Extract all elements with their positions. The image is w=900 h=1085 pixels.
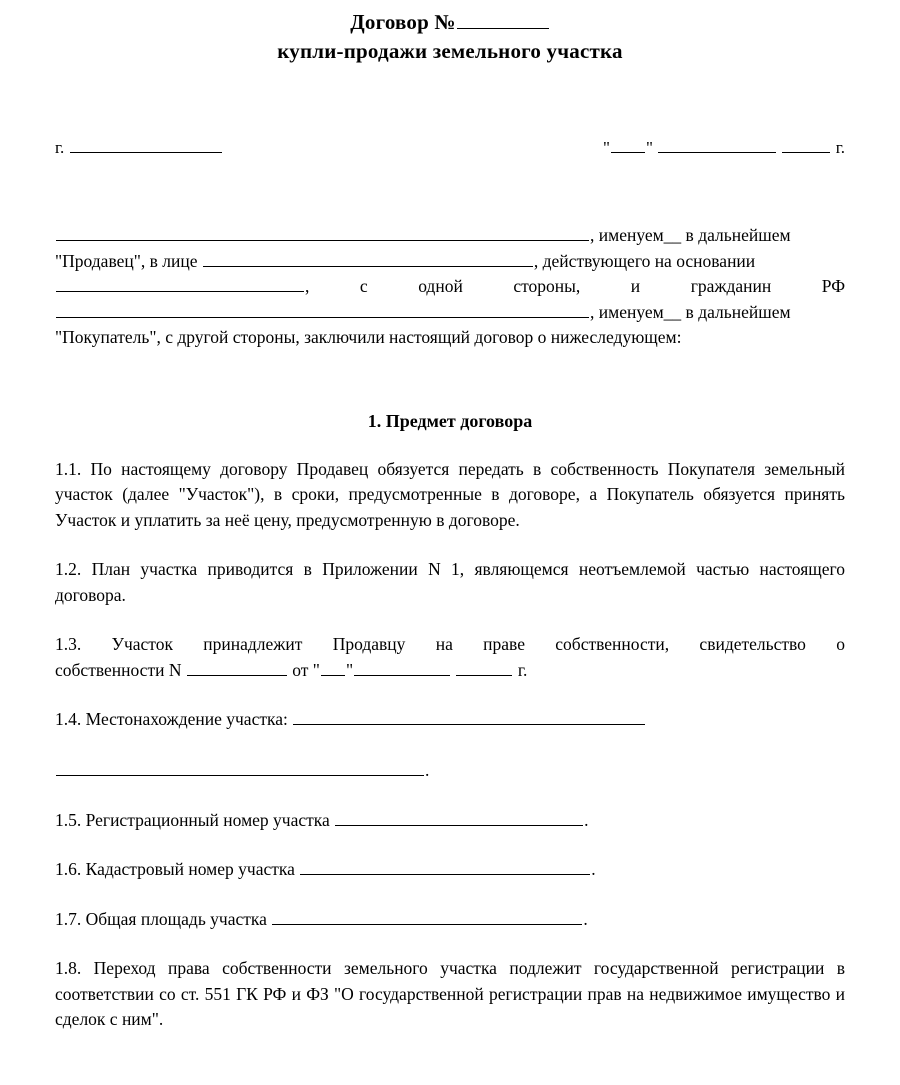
parties-line-buyer-name bbox=[55, 300, 845, 326]
header-city-date-row bbox=[55, 136, 845, 160]
date-quote-open: " bbox=[603, 138, 610, 158]
buyer-name-tail: , именуем__ в дальнейшем bbox=[590, 301, 791, 322]
city-label: г. bbox=[55, 138, 65, 158]
city-blank bbox=[70, 136, 222, 153]
date-year-suffix: г. bbox=[835, 138, 845, 158]
registration-number-period: . bbox=[584, 809, 589, 830]
certificate-ot: от bbox=[292, 659, 309, 680]
clause-1-4-line-1 bbox=[55, 707, 845, 733]
date-year-blank bbox=[782, 136, 830, 153]
location-blank-1 bbox=[293, 708, 645, 726]
basis-word-3: и bbox=[630, 276, 641, 297]
parties-line-seller-name bbox=[55, 223, 845, 249]
certificate-label: собственности N bbox=[55, 659, 182, 680]
clause-1-1: 1.1. По настоящему договору Продавец обязуется передать в собственность Покупателя земельный участок (далее "Участок"), в сроки, предусмотренные в договоре, а Покупатель обязуется принять Участок и уплатить за неё цену, предусмотренную в договоре. bbox=[55, 458, 845, 530]
clause-1-8: 1.8. Переход права собственности земельного участка подлежит государственной регистрации в соответствии со ст. 551 ГК РФ и ФЗ "О государственной регистрации прав на недвижимое имущество и сделок с ним". bbox=[55, 958, 845, 1030]
certificate-number-blank bbox=[187, 658, 287, 676]
title-line-subject: купли-продажи земельного участка bbox=[277, 39, 623, 63]
certificate-day-blank bbox=[321, 658, 345, 676]
parties-line-seller-representative bbox=[55, 249, 845, 275]
certificate-quote-open: " bbox=[312, 659, 320, 680]
total-area-label: 1.7. Общая площадь участка bbox=[55, 908, 267, 929]
clause-1-4 bbox=[55, 707, 845, 784]
certificate-month-blank bbox=[354, 658, 450, 676]
cadastral-number-label: 1.6. Кадастровый номер участка bbox=[55, 859, 295, 880]
seller-representative-tail: , действующего на основании bbox=[533, 250, 756, 271]
parties-line-closing: "Покупатель", с другой стороны, заключили настоящий договор о нижеследующем: bbox=[55, 327, 682, 348]
certificate-quote-close: " bbox=[345, 659, 354, 680]
cadastral-number-blank bbox=[300, 858, 590, 876]
clause-1-7 bbox=[55, 907, 845, 933]
city-field bbox=[55, 136, 223, 160]
basis-word-4: гражданин bbox=[690, 276, 772, 297]
registration-number-label: 1.5. Регистрационный номер участка bbox=[55, 809, 330, 830]
seller-name-tail: , именуем__ в дальнейшем bbox=[590, 225, 791, 246]
clause-1-5 bbox=[55, 808, 845, 834]
clause-1-3 bbox=[55, 632, 845, 683]
basis-word-1: одной bbox=[418, 276, 463, 297]
parties-line-basis bbox=[55, 274, 845, 300]
clause-1-3-line-2 bbox=[55, 658, 845, 684]
basis-word-2: стороны, bbox=[513, 276, 581, 297]
date-field bbox=[603, 136, 845, 160]
date-month-blank bbox=[658, 136, 776, 153]
seller-label: "Продавец", в лице bbox=[55, 250, 198, 271]
date-quote-close: " bbox=[645, 138, 653, 158]
clause-1-5-line bbox=[55, 808, 845, 834]
total-area-period: . bbox=[583, 908, 588, 929]
certificate-year-blank bbox=[456, 658, 512, 676]
parties-block bbox=[55, 223, 845, 351]
contract-number-blank bbox=[457, 8, 549, 29]
basis-word-0: с bbox=[359, 276, 368, 297]
location-blank-2 bbox=[56, 759, 424, 777]
seller-basis-blank bbox=[56, 275, 304, 293]
clause-1-4-spacer bbox=[55, 733, 845, 759]
clause-1-2: 1.2. План участка приводится в Приложении N 1, являющемся неотъемлемой частью настоящего договора. bbox=[55, 559, 845, 605]
location-label: 1.4. Местонахождение участка: bbox=[55, 709, 288, 730]
clause-1-4-line-2 bbox=[55, 758, 845, 784]
clause-1-6-line bbox=[55, 857, 845, 883]
title-line-contract-number bbox=[55, 8, 845, 37]
total-area-blank bbox=[272, 907, 582, 925]
buyer-name-blank bbox=[56, 300, 589, 318]
document-title bbox=[55, 0, 845, 66]
date-day-blank bbox=[611, 136, 645, 153]
certificate-year-suffix: г. bbox=[517, 659, 528, 680]
section-1-heading: 1. Предмет договора bbox=[367, 410, 533, 431]
seller-representative-blank bbox=[203, 249, 533, 267]
title-contract-word: Договор № bbox=[350, 10, 456, 34]
basis-word-5: РФ bbox=[821, 276, 846, 297]
location-period: . bbox=[425, 760, 430, 781]
cadastral-number-period: . bbox=[591, 859, 596, 880]
clause-1-3-line-1: 1.3. Участок принадлежит Продавцу на праве собственности, свидетельство о bbox=[55, 634, 845, 655]
basis-comma: , bbox=[305, 276, 310, 297]
registration-number-blank bbox=[335, 808, 583, 826]
seller-name-blank bbox=[56, 224, 589, 242]
clause-1-6 bbox=[55, 857, 845, 883]
clause-1-7-line bbox=[55, 907, 845, 933]
